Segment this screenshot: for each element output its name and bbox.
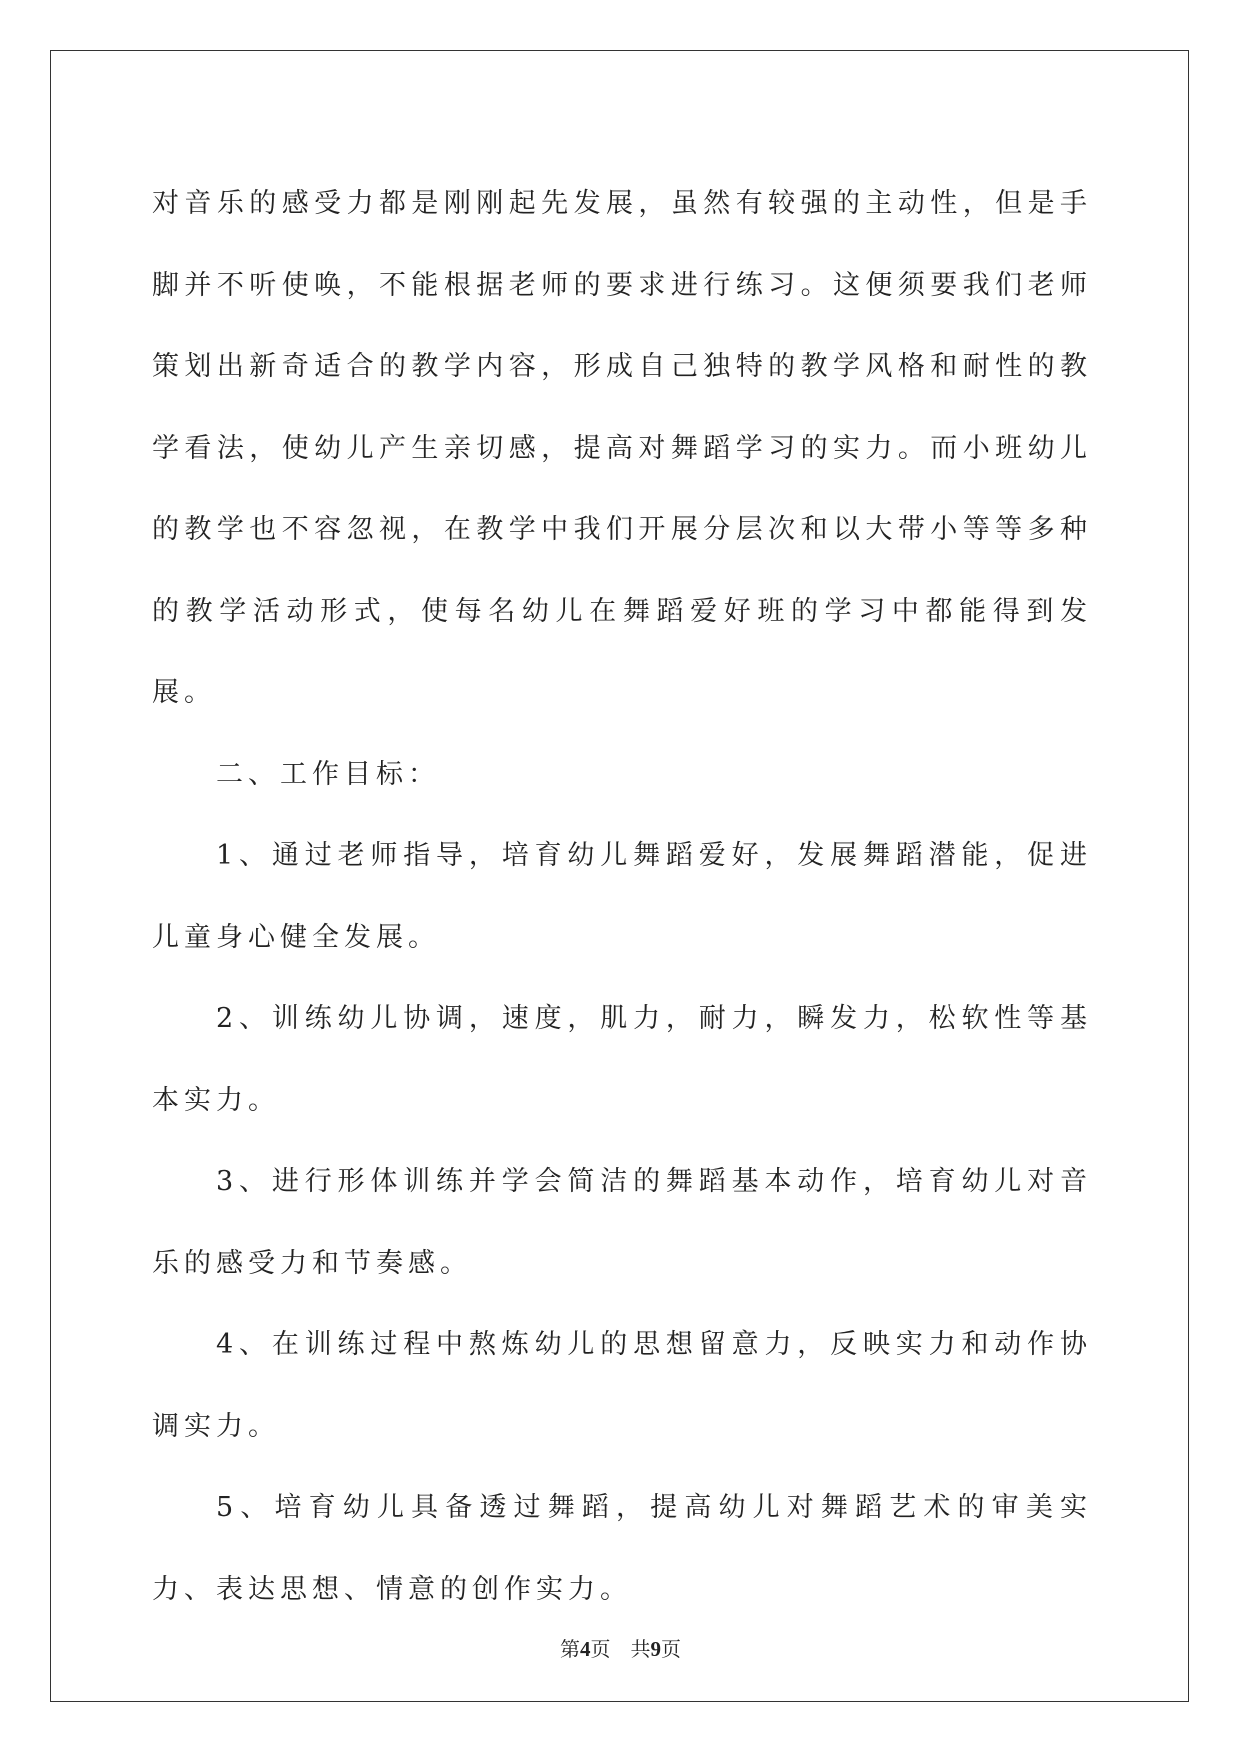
list-item: 2、训练幼儿协调，速度，肌力，耐力，瞬发力，松软性等基本实力。	[152, 1003, 1092, 1116]
list-item: 5、培育幼儿具备透过舞蹈，提高幼儿对舞蹈艺术的审美实力、表达思想、情意的创作实力。	[152, 1492, 1092, 1605]
list-item: 1、通过老师指导，培育幼儿舞蹈爱好，发展舞蹈潜能，促进儿童身心健全发展。	[152, 840, 1092, 953]
total-suffix: 页	[661, 1637, 681, 1661]
page-suffix: 页	[590, 1637, 611, 1661]
total-prefix: 共	[630, 1637, 651, 1661]
list-item: 3、进行形体训练并学会简洁的舞蹈基本动作，培育幼儿对音乐的感受力和节奏感。	[152, 1166, 1092, 1279]
document-body	[152, 163, 1092, 1630]
current-page-number: 4	[580, 1637, 591, 1661]
page-prefix: 第	[560, 1637, 580, 1661]
section-heading: 二、工作目标：	[216, 758, 440, 790]
page-footer	[0, 1637, 1241, 1661]
paragraph: 对音乐的感受力都是刚刚起先发展，虽然有较强的主动性，但是手脚并不听使唤，不能根据老师的要求进行练习。这便须要我们老师策划出新奇适合的教学内容，形成自己独特的教学风格和耐性的教学看法，使幼儿产生亲切感，提高对舞蹈学习的实力。而小班幼儿的教学也不容忽视，在教学中我们开展分层次和以大带小等等多种的教学活动形式，使每名幼儿在舞蹈爱好班的学习中都能得到发展。	[152, 188, 1092, 708]
total-page-count: 9	[650, 1637, 661, 1661]
list-item: 4、在训练过程中熬炼幼儿的思想留意力，反映实力和动作协调实力。	[152, 1329, 1092, 1442]
